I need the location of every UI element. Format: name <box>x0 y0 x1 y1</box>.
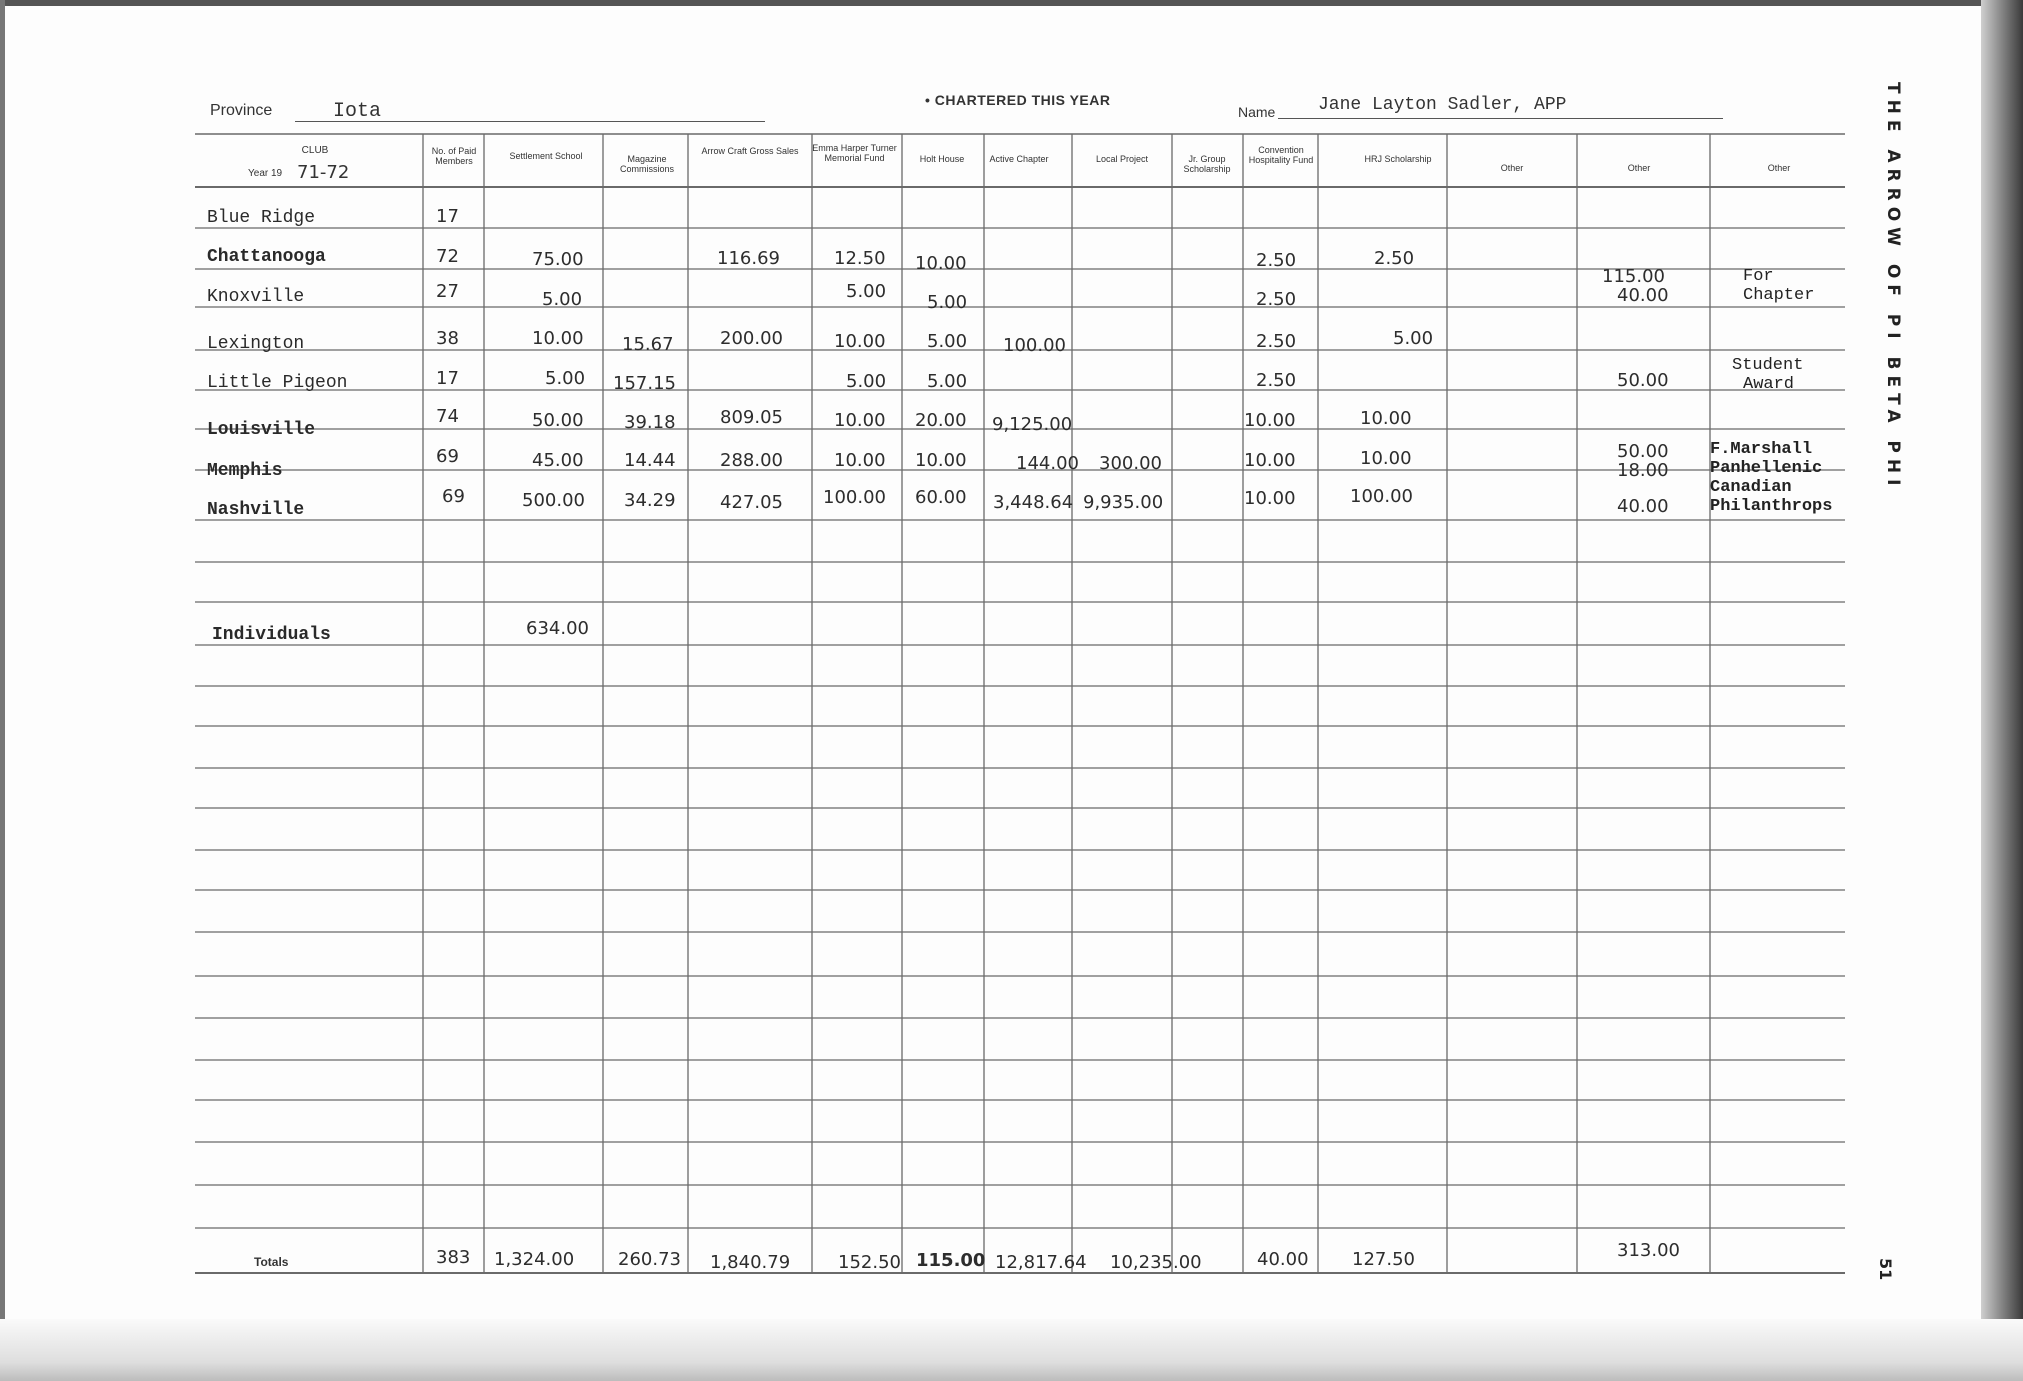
other-2-value: 40.00 <box>1617 496 1669 517</box>
convention-value: 2.50 <box>1256 289 1297 310</box>
col-header-hrj: HRJ Scholarship <box>1364 154 1432 164</box>
active-value: 100.00 <box>1003 335 1066 356</box>
convention-value: 2.50 <box>1256 331 1297 352</box>
settlement-value: 500.00 <box>522 490 585 511</box>
province-label: Province <box>210 102 273 119</box>
holt-value: 5.00 <box>927 331 968 352</box>
province-value: Iota <box>333 100 382 123</box>
emma-value: 5.00 <box>846 281 887 302</box>
col-header-magazine: Magazine Commissions <box>619 154 674 174</box>
col-header-jr-group: Jr. Group Scholarship <box>1183 154 1231 174</box>
convention-value: 2.50 <box>1256 250 1297 271</box>
convention-value: 10.00 <box>1244 488 1296 509</box>
hrj-value: 5.00 <box>1393 328 1434 349</box>
journal-side-title: THE ARROW OF PI BETA PHI <box>1883 82 1903 492</box>
other-2-value: 18.00 <box>1617 460 1669 481</box>
members-value: 69 <box>442 486 465 507</box>
settlement-value: 10.00 <box>532 328 584 349</box>
other-2-value: 50.00 <box>1617 370 1669 391</box>
col-header-emma: Emma Harper Turner Memorial Fund <box>812 143 897 163</box>
totals-label: Totals <box>254 1255 289 1269</box>
arrowcraft-value: 288.00 <box>720 450 783 471</box>
other-3-note: Award <box>1743 375 1795 394</box>
totals-holt: 115.00 <box>916 1250 986 1271</box>
col-header-local: Local Project <box>1095 154 1149 164</box>
magazine-value: 34.29 <box>624 490 676 511</box>
members-value: 17 <box>436 206 459 227</box>
active-value: 144.00 <box>1016 453 1079 474</box>
col-header-settlement: Settlement School <box>509 151 583 161</box>
emma-value: 100.00 <box>823 487 886 508</box>
totals-arrowcraft: 1,840.79 <box>710 1252 791 1273</box>
other-3-note: Philanthrops <box>1710 497 1833 516</box>
magazine-value: 39.18 <box>624 412 676 433</box>
hrj-value: 10.00 <box>1360 448 1412 469</box>
name-label: Name <box>1238 104 1276 120</box>
totals-convention: 40.00 <box>1257 1249 1309 1270</box>
totals-members: 383 <box>436 1247 471 1268</box>
totals-magazine: 260.73 <box>618 1249 681 1270</box>
convention-value: 10.00 <box>1244 410 1296 431</box>
magazine-value: 14.44 <box>624 450 676 471</box>
magazine-value: 15.67 <box>622 334 674 355</box>
emma-value: 10.00 <box>834 331 886 352</box>
individuals-settlement-value: 634.00 <box>526 618 589 639</box>
club-name: Chattanooga <box>207 247 326 267</box>
holt-value: 10.00 <box>915 253 967 274</box>
holt-value: 5.00 <box>927 292 968 313</box>
holt-value: 60.00 <box>915 487 967 508</box>
local-value: 300.00 <box>1099 453 1162 474</box>
club-column-header: CLUB <box>301 145 329 156</box>
hrj-value: 10.00 <box>1360 408 1412 429</box>
year-value: 71-72 <box>297 162 350 183</box>
other-2-value: 115.00 <box>1602 266 1665 287</box>
active-value: 3,448.64 <box>993 492 1074 513</box>
totals-emma: 152.50 <box>838 1252 901 1273</box>
col-header-other-2: Other <box>1627 163 1651 173</box>
page-number: 51 <box>1876 1258 1895 1281</box>
settlement-value: 5.00 <box>545 368 586 389</box>
col-header-other-3: Other <box>1767 163 1791 173</box>
other-3-note: Student <box>1732 356 1804 375</box>
club-name: Little Pigeon <box>207 373 348 393</box>
convention-value: 10.00 <box>1244 450 1296 471</box>
club-name: Louisville <box>207 420 316 440</box>
club-name: Memphis <box>207 461 283 481</box>
other-2-value: 40.00 <box>1617 285 1669 306</box>
col-header-arrowcraft: Arrow Craft Gross Sales <box>701 146 799 156</box>
arrowcraft-value: 200.00 <box>720 328 783 349</box>
holt-value: 5.00 <box>927 371 968 392</box>
settlement-value: 50.00 <box>532 410 584 431</box>
local-value: 9,935.00 <box>1083 492 1164 513</box>
members-value: 72 <box>436 246 459 267</box>
members-value: 74 <box>436 406 459 427</box>
members-value: 69 <box>436 446 459 467</box>
other-2-value: 50.00 <box>1617 441 1669 462</box>
other-3-note: For <box>1743 267 1774 286</box>
col-header-members: No. of Paid Members <box>431 146 477 166</box>
name-value: Jane Layton Sadler, APP <box>1318 95 1567 115</box>
chartered-note: • CHARTERED THIS YEAR <box>925 92 1111 108</box>
hrj-value: 2.50 <box>1374 248 1415 269</box>
totals-local: 10,235.00 <box>1110 1252 1202 1273</box>
magazine-value: 157.15 <box>613 373 676 394</box>
settlement-value: 75.00 <box>532 249 584 270</box>
col-header-convention: Convention Hospitality Fund <box>1248 145 1314 165</box>
arrowcraft-value: 116.69 <box>717 248 780 269</box>
club-name: Knoxville <box>207 287 305 307</box>
col-header-active: Active Chapter <box>989 154 1049 164</box>
members-value: 17 <box>436 368 459 389</box>
individuals-label: Individuals <box>212 625 331 645</box>
col-header-holt: Holt House <box>919 154 965 164</box>
arrowcraft-value: 427.05 <box>720 492 783 513</box>
club-name: Blue Ridge <box>207 208 316 228</box>
emma-value: 5.00 <box>846 371 887 392</box>
hrj-value: 100.00 <box>1350 486 1413 507</box>
totals-settlement: 1,324.00 <box>494 1249 575 1270</box>
arrowcraft-value: 809.05 <box>720 407 783 428</box>
totals-hrj: 127.50 <box>1352 1249 1415 1270</box>
emma-value: 12.50 <box>834 248 886 269</box>
settlement-value: 5.00 <box>542 289 583 310</box>
year-label: Year 19 <box>248 168 283 179</box>
other-3-note: F.Marshall <box>1710 440 1813 459</box>
other-3-note: Panhellenic <box>1710 459 1823 478</box>
members-value: 38 <box>436 328 459 349</box>
settlement-value: 45.00 <box>532 450 584 471</box>
active-value: 9,125.00 <box>992 414 1073 435</box>
club-name: Lexington <box>207 334 305 354</box>
emma-value: 10.00 <box>834 410 886 431</box>
holt-value: 20.00 <box>915 410 967 431</box>
other-3-note: Chapter <box>1743 286 1815 305</box>
convention-value: 2.50 <box>1256 370 1297 391</box>
holt-value: 10.00 <box>915 450 967 471</box>
col-header-other-1: Other <box>1500 163 1524 173</box>
club-name: Nashville <box>207 500 305 520</box>
totals-other-2: 313.00 <box>1617 1240 1680 1261</box>
other-3-note: Canadian <box>1710 478 1792 497</box>
members-value: 27 <box>436 281 459 302</box>
totals-active: 12,817.64 <box>995 1252 1087 1273</box>
emma-value: 10.00 <box>834 450 886 471</box>
